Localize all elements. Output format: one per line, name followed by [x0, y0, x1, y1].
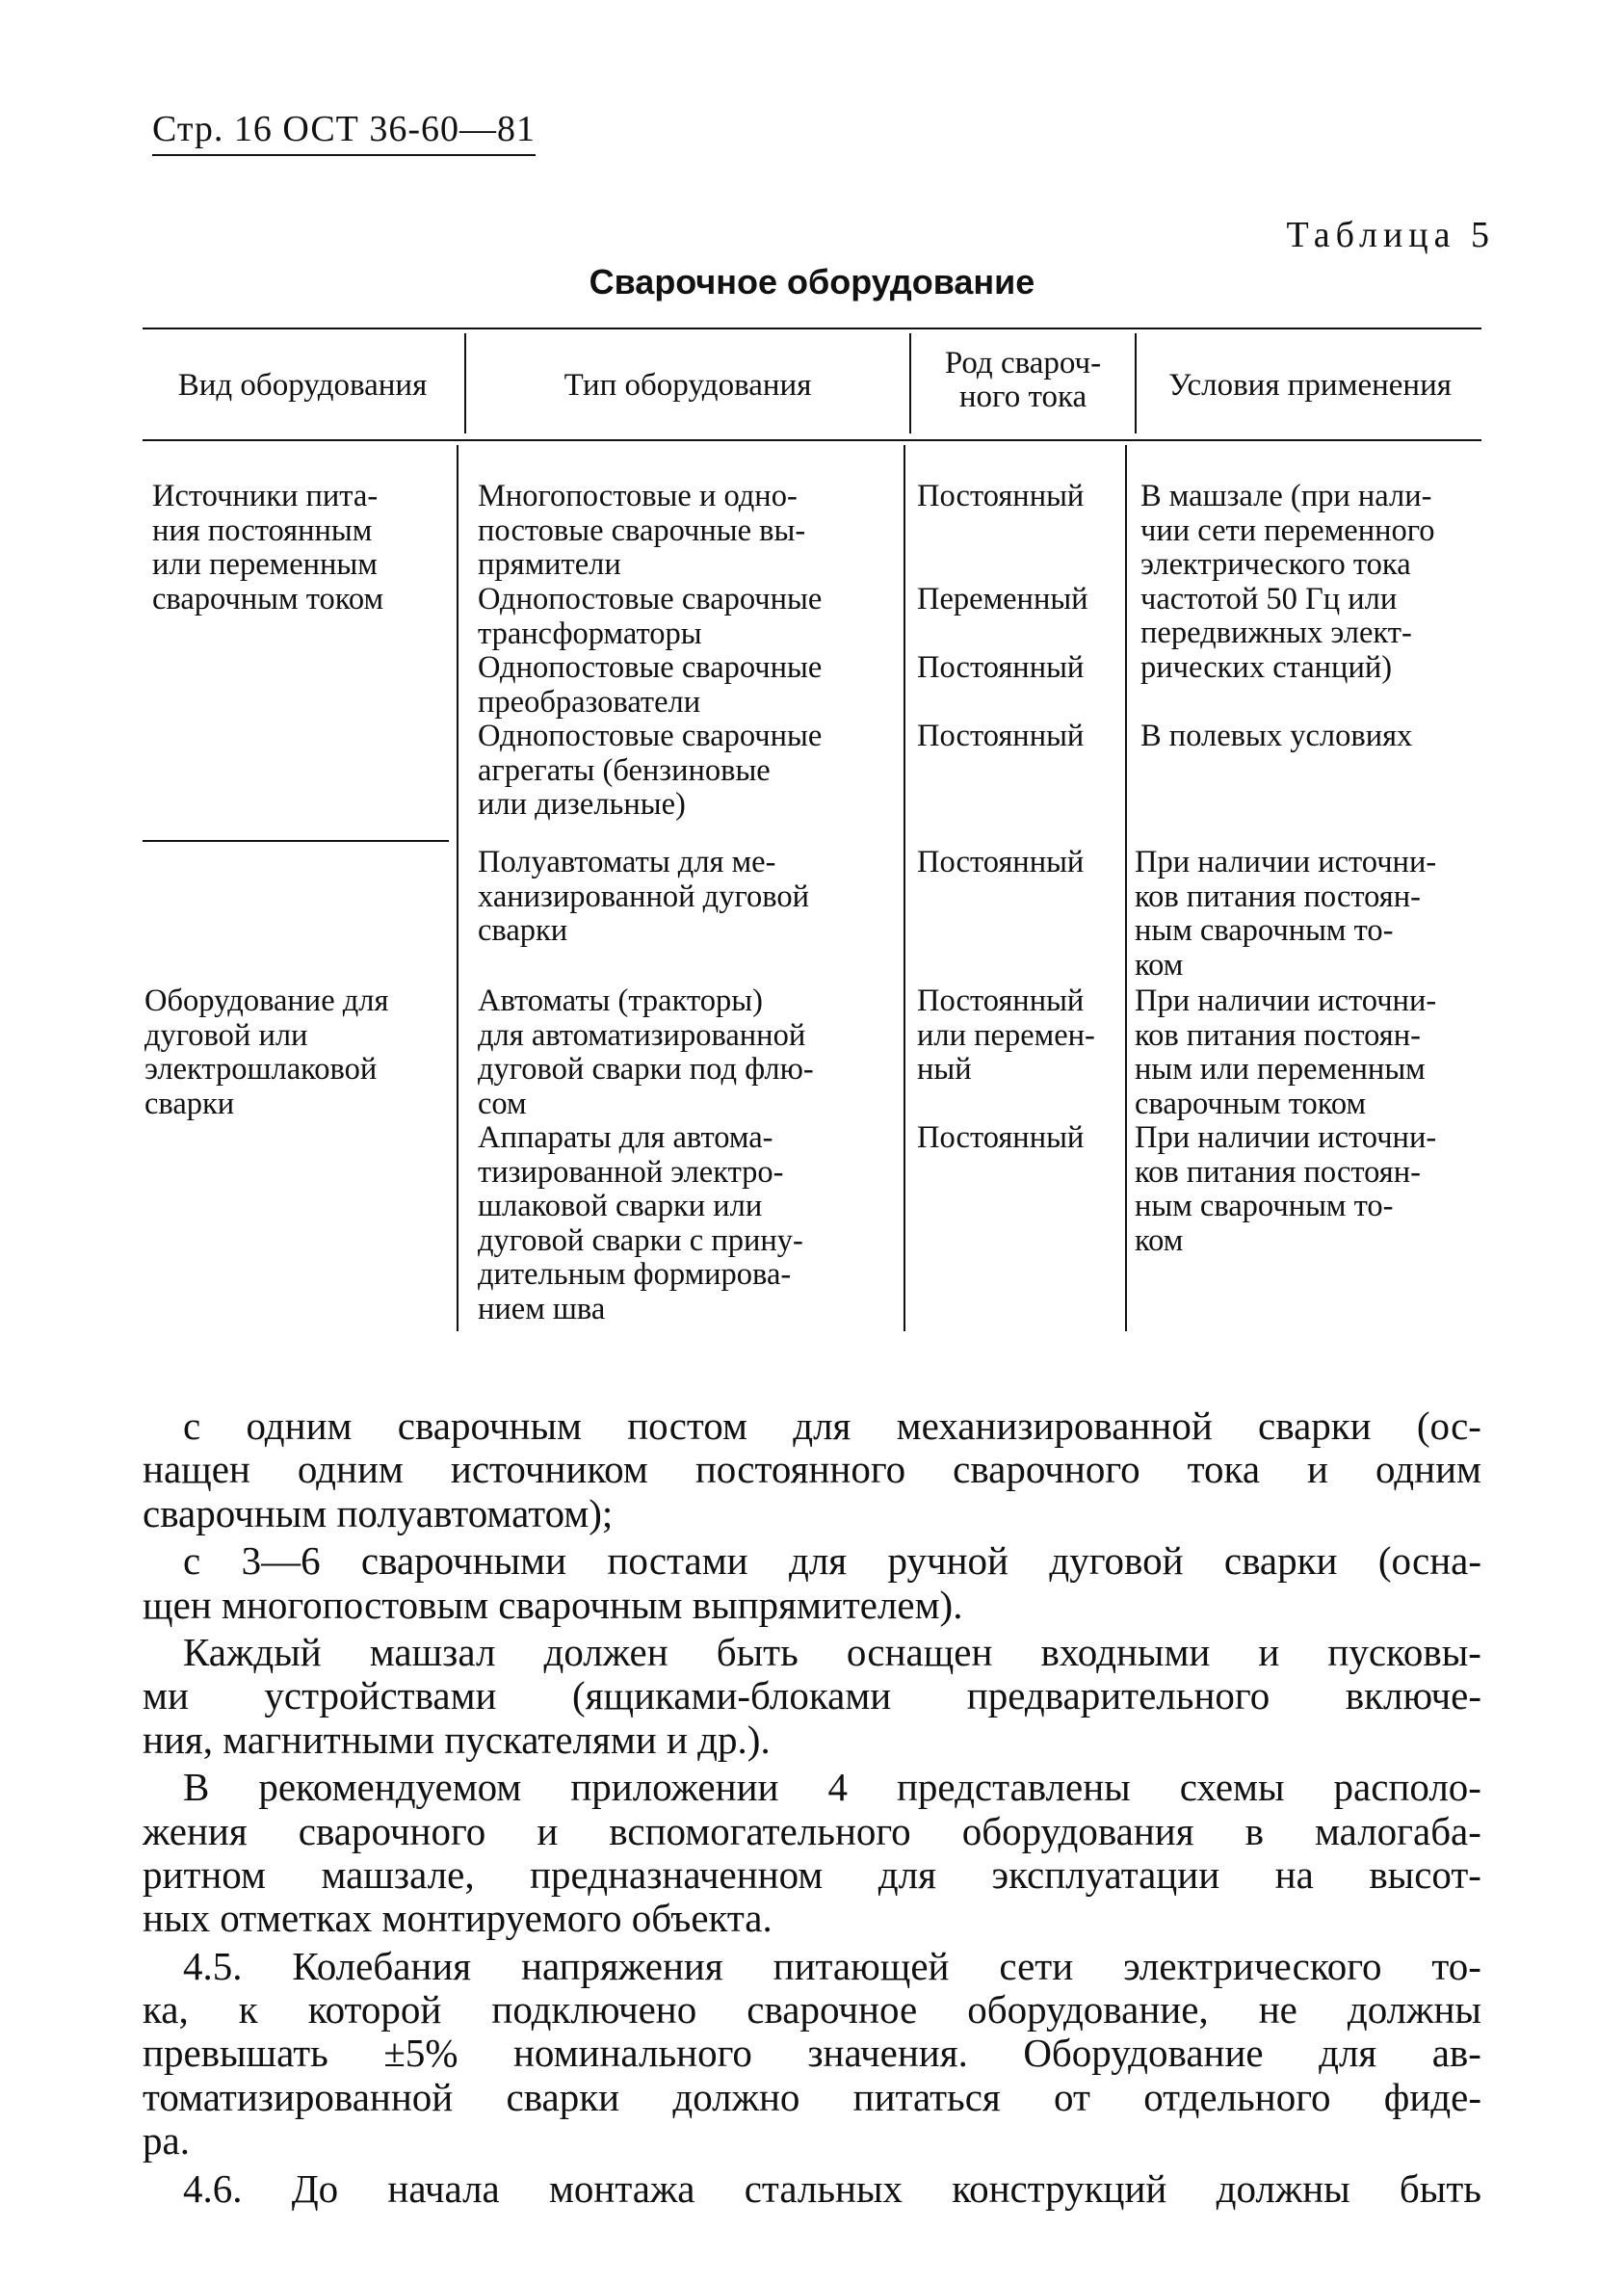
word: должны — [1216, 2165, 1350, 2211]
conditions-line: сварочным током — [1135, 1086, 1367, 1121]
word: отдельного — [1143, 2074, 1331, 2119]
word: превышать — [143, 2031, 328, 2076]
word: сети — [999, 1943, 1074, 1988]
word: предназначенном — [530, 1851, 824, 1897]
paragraph — [143, 1539, 1481, 1627]
paragraph — [143, 1404, 1481, 1535]
word: источником — [450, 1447, 648, 1492]
word: высот- — [1369, 1851, 1481, 1897]
text-line — [143, 2167, 1481, 2211]
word: должны — [1347, 1987, 1481, 2033]
type-line: сом — [478, 1086, 527, 1121]
word: начала — [387, 2165, 500, 2211]
conditions-line: электрического тока — [1140, 547, 1411, 583]
word: для — [1319, 2031, 1377, 2076]
current-line: Постоянный — [917, 845, 1085, 879]
word: в — [1244, 1808, 1264, 1853]
word: машзал — [369, 1629, 496, 1674]
word: с — [183, 1403, 201, 1448]
text-line — [143, 1766, 1481, 1809]
word: тока — [1187, 1447, 1261, 1492]
header-kind: Вид оборудования — [177, 368, 428, 403]
word: ±5% — [383, 2031, 458, 2076]
word: стальных — [744, 2165, 904, 2211]
word: и — [537, 1808, 559, 1853]
table-number: Таблица 5 — [1286, 215, 1495, 255]
text-line — [143, 1448, 1481, 1491]
word: электрического — [1123, 1943, 1382, 1988]
group2-kind — [144, 984, 453, 1121]
text-line: ния, магнитными пускателями и др.). — [143, 1717, 771, 1762]
conditions-line: ком — [1135, 947, 1184, 983]
word: от — [1054, 2074, 1090, 2119]
word: жения — [143, 1808, 248, 1853]
word: для — [877, 1851, 936, 1897]
word: и — [1258, 1629, 1280, 1674]
text-line — [143, 1631, 1481, 1674]
group2-conditions-2 — [1135, 984, 1478, 1121]
conditions-line: При наличии источни- — [1135, 1120, 1437, 1155]
type-line: нием шва — [478, 1291, 606, 1326]
group1-current-1: Постоянный — [917, 479, 1085, 513]
word: сварочными — [360, 1538, 567, 1584]
word: сварки — [1223, 1538, 1338, 1584]
group1-kind-line: Источники пита- — [152, 479, 379, 513]
conditions-line: ным сварочным то- — [1135, 1189, 1394, 1224]
header-current-line-1: Род свароч- — [944, 346, 1102, 380]
conditions-line: При наличии источни- — [1135, 984, 1437, 1018]
word: сварочное — [747, 1987, 918, 2033]
word: одним — [1375, 1447, 1481, 1492]
word: питаться — [852, 2074, 1001, 2119]
paragraph — [143, 2167, 1481, 2211]
group-separator-rule — [143, 840, 449, 842]
text-line — [143, 1674, 1481, 1718]
table-header-rule — [143, 439, 1481, 441]
word: одним — [297, 1447, 404, 1492]
header-current — [913, 347, 1133, 413]
paragraph — [143, 1766, 1481, 1941]
type-line: Полуавтоматы для ме- — [478, 845, 776, 879]
word: сварки — [1258, 1403, 1372, 1448]
type-line: тизированной электро- — [478, 1154, 784, 1190]
conditions-line: ным сварочным то- — [1135, 913, 1394, 949]
conditions-line: ков питания постоян- — [1135, 1154, 1421, 1190]
paragraph — [143, 1945, 1481, 2164]
word: 4 — [827, 1765, 848, 1810]
group1-type-4 — [478, 720, 822, 823]
word: одним — [246, 1403, 353, 1448]
text-line — [143, 1988, 1481, 2032]
word: ка, — [143, 1987, 189, 2033]
word: предварительного — [966, 1673, 1270, 1718]
word: питающей — [773, 1943, 950, 1988]
type-line: Однопостовые сварочные — [478, 719, 823, 753]
word: ручной — [887, 1538, 1008, 1584]
word: Оборудование — [1023, 2031, 1264, 2076]
word: конструкций — [952, 2165, 1167, 2211]
group2-type-3 — [478, 1121, 803, 1327]
word: Каждый — [183, 1629, 322, 1674]
word: сварочным — [397, 1403, 582, 1448]
type-line: дуговой сварки под флю- — [478, 1052, 814, 1088]
text-line — [143, 2032, 1481, 2075]
word: механизированной — [896, 1403, 1213, 1448]
word: малогаба- — [1315, 1808, 1481, 1853]
word: сварки — [506, 2074, 620, 2119]
word: рекомендуемом — [258, 1765, 522, 1810]
word: В — [183, 1765, 210, 1810]
column-divider-3 — [1135, 333, 1137, 433]
table-top-rule — [143, 328, 1481, 329]
current-line: Постоянный — [917, 1120, 1085, 1155]
word: входными — [1040, 1629, 1211, 1674]
group2-kind-line: дуговой или — [144, 1017, 308, 1053]
conditions-line: ков питания постоян- — [1135, 879, 1421, 914]
word: ми — [143, 1673, 189, 1718]
group2-current-1 — [917, 846, 1084, 880]
text-line — [143, 1945, 1481, 1988]
group1-kind — [152, 480, 453, 616]
word: оснащен — [846, 1629, 993, 1674]
type-line: Многопостовые и одно- — [478, 479, 798, 513]
type-line: дуговой сварки с прину- — [478, 1222, 803, 1258]
word: на — [1274, 1851, 1314, 1897]
text-line: сварочным полуавтоматом); — [143, 1490, 614, 1535]
word: 4.5. — [183, 1943, 243, 1988]
word: 4.6. — [183, 2165, 243, 2211]
word: машзале, — [321, 1851, 475, 1897]
word: приложении — [570, 1765, 779, 1810]
conditions-line: рических станций) — [1140, 649, 1393, 685]
current-line: Постоянный — [917, 984, 1085, 1018]
type-line: дительным формирова- — [478, 1257, 792, 1293]
group2-type-1 — [478, 846, 809, 949]
column-divider-1-body — [457, 445, 458, 1331]
type-line: Однопостовые сварочные — [478, 582, 823, 616]
word: постами — [607, 1538, 748, 1584]
word: нащен — [143, 1447, 250, 1492]
word: ритном — [143, 1851, 266, 1897]
word: вспомогательного — [609, 1808, 911, 1853]
word: представлены — [896, 1765, 1131, 1810]
type-line: постовые сварочные вы- — [478, 512, 806, 548]
group2-conditions-3 — [1135, 1121, 1478, 1258]
word: подключено — [491, 1987, 697, 2033]
word: значения. — [807, 2031, 968, 2076]
group2-type-2 — [478, 984, 814, 1121]
word: для — [793, 1403, 851, 1448]
text-line — [143, 1810, 1481, 1853]
conditions-line: В машзале (при нали- — [1140, 479, 1432, 513]
conditions-line: В полевых условиях — [1140, 719, 1413, 753]
text-line — [143, 1404, 1481, 1448]
word: оборудование, — [967, 1987, 1209, 2033]
type-line: сварки — [478, 913, 568, 949]
group2-current-2 — [917, 984, 1095, 1088]
group1-kind-line: ния постоянным — [152, 512, 373, 548]
word: быть — [716, 1629, 799, 1674]
body-text — [143, 1404, 1481, 2215]
word: для — [788, 1538, 848, 1584]
group1-type-1 — [478, 480, 805, 583]
conditions-line: чии сети переменного — [1140, 512, 1435, 548]
conditions-line: ком — [1135, 1222, 1184, 1258]
group2-current-3 — [917, 1121, 1084, 1156]
group2-conditions-1 — [1135, 846, 1478, 983]
type-line: шлаковой сварки или — [478, 1189, 763, 1224]
header-conditions: Условия применения — [1168, 368, 1452, 403]
group1-kind-line: сварочным током — [152, 581, 384, 616]
word: располо- — [1333, 1765, 1481, 1810]
text-line — [143, 1539, 1481, 1583]
column-divider-1 — [464, 333, 466, 433]
word: До — [291, 2165, 339, 2211]
word: сварочного — [953, 1447, 1140, 1492]
word: должен — [543, 1629, 668, 1674]
word: 3—6 — [241, 1538, 321, 1584]
type-line: или дизельные) — [478, 787, 686, 823]
word: монтажа — [548, 2165, 695, 2211]
word: Колебания — [292, 1943, 472, 1988]
header-type: Тип оборудования — [563, 368, 812, 403]
word: которой — [307, 1987, 442, 2033]
conditions-line: ным или переменным — [1135, 1052, 1426, 1088]
group1-current-2: Переменный — [917, 582, 1088, 616]
word: (ос- — [1416, 1403, 1481, 1448]
current-line: или перемен- — [917, 1017, 1095, 1053]
word: томатизированной — [143, 2074, 454, 2119]
group2-kind-line: Оборудование для — [144, 984, 389, 1018]
text-line — [143, 1853, 1481, 1897]
group1-conditions-a — [1140, 480, 1478, 686]
column-divider-3-body — [1125, 445, 1127, 1331]
conditions-line: передвижных элект- — [1140, 616, 1412, 651]
word: устройствами — [264, 1673, 497, 1718]
group1-type-2 — [478, 583, 822, 651]
type-line: для автоматизированной — [478, 1017, 806, 1053]
word: ав- — [1431, 2031, 1481, 2076]
type-line: Автоматы (тракторы) — [478, 984, 763, 1018]
word: то- — [1431, 1943, 1481, 1988]
group2-kind-line: электрошлаковой — [144, 1052, 378, 1088]
word: должно — [672, 2074, 800, 2119]
conditions-line: частотой 50 Гц или — [1140, 581, 1398, 616]
group1-current-3: Постоянный — [917, 650, 1085, 685]
text-line: ных отметках монтируемого объекта. — [143, 1896, 773, 1941]
word: включе- — [1345, 1673, 1481, 1718]
type-line: Однопостовые сварочные — [478, 650, 823, 685]
type-line: трансформаторы — [478, 616, 702, 651]
word: напряжения — [521, 1943, 723, 1988]
word: постом — [627, 1403, 747, 1448]
group1-type-3 — [478, 651, 822, 720]
type-line: преобразователи — [478, 684, 701, 720]
group1-conditions-b — [1140, 720, 1412, 754]
type-line: агрегаты (бензиновые — [478, 752, 771, 788]
word: (ящиками-блоками — [572, 1673, 892, 1718]
column-divider-2 — [909, 333, 911, 433]
word: фиде- — [1383, 2074, 1481, 2119]
word: номинального — [512, 2031, 752, 2076]
word: постоянного — [694, 1447, 906, 1492]
paragraph — [143, 1631, 1481, 1762]
word: дуговой — [1049, 1538, 1184, 1584]
type-line: прямители — [478, 547, 621, 583]
word: не — [1258, 1987, 1297, 2033]
group2-kind-line: сварки — [144, 1086, 235, 1121]
type-line: ханизированной дуговой — [478, 879, 809, 914]
word: и — [1307, 1447, 1328, 1492]
text-line — [143, 2076, 1481, 2119]
word: сварочного — [298, 1808, 486, 1853]
group1-kind-line: или переменным — [152, 547, 378, 583]
conditions-line: При наличии источни- — [1135, 845, 1437, 879]
word: оборудования — [961, 1808, 1194, 1853]
word: с — [183, 1538, 201, 1584]
page-header: Стр. 16 ОСТ 36-60—81 — [152, 108, 536, 156]
column-divider-2-body — [904, 445, 905, 1331]
table-title: Сварочное оборудование — [589, 262, 1035, 302]
word: к — [238, 1987, 258, 2033]
word: схемы — [1179, 1765, 1285, 1810]
group1-current-4: Постоянный — [917, 719, 1085, 753]
type-line: Аппараты для автома- — [478, 1120, 773, 1155]
text-line: ра. — [143, 2118, 190, 2164]
word: пусковы- — [1327, 1629, 1481, 1674]
current-line: ный — [917, 1052, 972, 1088]
conditions-line: ков питания постоян- — [1135, 1017, 1421, 1053]
header-current-line-2: ного тока — [958, 379, 1087, 414]
word: (осна- — [1377, 1538, 1481, 1584]
text-line: щен многопостовым сварочным выпрямителем). — [143, 1582, 963, 1627]
word: быть — [1399, 2165, 1481, 2211]
word: эксплуатации — [991, 1851, 1220, 1897]
